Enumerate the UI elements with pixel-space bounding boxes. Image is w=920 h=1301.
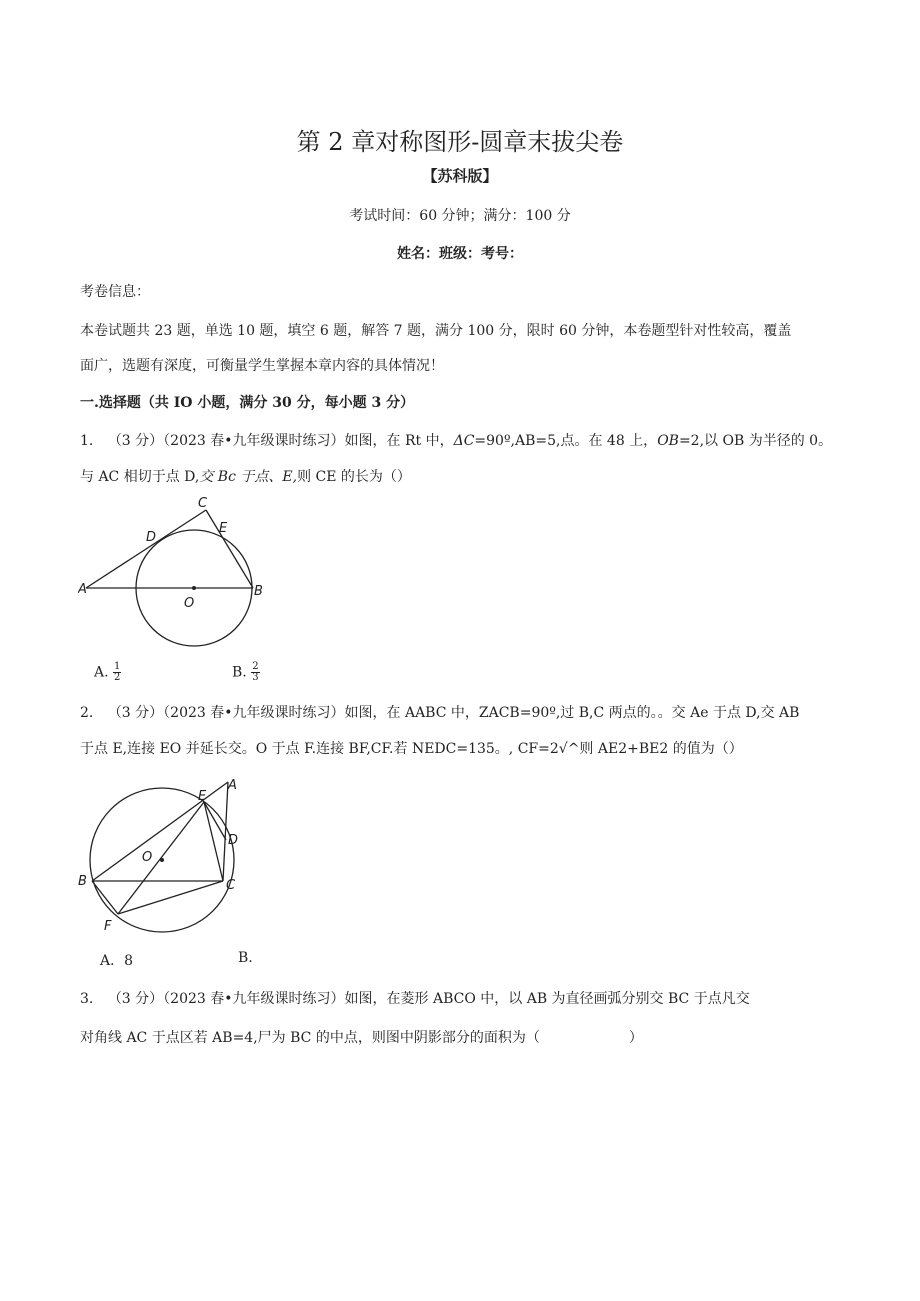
info-line-2: 面广，选题有深度，可衡量学生掌握本章内容的具体情况！ (80, 358, 444, 374)
page-title: 第 2 章对称图形-圆章末拔尖卷 (296, 128, 624, 156)
q2-option-b[interactable]: B. (238, 950, 253, 966)
q1-number: 1. (80, 433, 94, 449)
q1-option-a-fraction (113, 662, 121, 683)
exam-time: 考试时间：60 分钟；满分：100 分 (349, 208, 571, 224)
q1-text-h: 则 CE 的长为（） (297, 469, 411, 485)
edition-label: 【苏科版】 (422, 167, 498, 185)
q1-option-b-label: B. (232, 664, 247, 681)
q3-line-2: 对角线 AC 于点区若 AB=4,尸为 BC 的中点，则图中阴影部分的面积为（ ） (80, 1030, 643, 1046)
info-label: 考卷信息： (80, 284, 150, 300)
q1-option-b-fraction (251, 662, 259, 683)
q2-segment-ef (118, 802, 204, 914)
q2-number: 2. (80, 705, 94, 721)
student-info: 姓名：班级：考号： (397, 246, 523, 262)
q1-option-a[interactable] (94, 662, 121, 683)
q2-segment-fc (118, 881, 223, 914)
q2-segment-ec (204, 802, 223, 881)
q1-label-d: D (146, 530, 157, 545)
q1-text-f: 与 AC 相切于点 D, (80, 469, 200, 485)
info-line-1: 本卷试题共 23 题，单选 10 题，填空 6 题，解答 7 题，满分 100 分，限时 60 分钟，本卷题型针对性较高，覆盖 (80, 323, 792, 339)
q1-option-b-num: 2 (252, 661, 259, 672)
q1-option-a-den: 2 (114, 672, 121, 683)
q2-label-o: O (142, 850, 153, 865)
q2-segment-ac (223, 782, 228, 881)
q1-option-b-den: 3 (252, 672, 259, 683)
q2-line-2: 于点 E,连接 EO 并延长交。O 于点 F.连接 BF,CF.若 NEDC=135。, CF=2√^则 AE2+BE2 的值为（） (80, 741, 743, 757)
q2-segment-bf (92, 881, 118, 914)
q2-text-1: （3 分）（2023 春•九年级课时练习）如图，在 AABC 中，ZACB=90º,过 B,C 两点的。。交 Ae 于点 D,交 AB (107, 705, 800, 721)
q2-segment-ba (92, 782, 228, 881)
q2-line-1 (80, 702, 799, 722)
q1-text-e: =2,以 OB 为半径的 0。 (678, 433, 833, 449)
q1-option-b[interactable] (232, 662, 260, 683)
q1-label-c: C (198, 496, 208, 511)
q1-center-dot (192, 586, 196, 590)
q2-label-b: B (78, 874, 87, 889)
q3-line-1 (80, 988, 750, 1008)
q1-label-a: A (78, 582, 87, 597)
q1-line-2 (80, 466, 411, 486)
q2-option-a[interactable]: A．8 (100, 953, 134, 969)
q1-segment-cb (206, 510, 253, 588)
q1-text-a: （3 分）（2023 春•九年级课时练习）如图，在 Rt 中， (107, 433, 454, 449)
q2-label-e: E (198, 789, 207, 804)
q2-center-dot (160, 858, 164, 862)
q1-text-d: OB (657, 433, 679, 449)
q1-segment-ac (86, 510, 206, 588)
q2-label-a: A (228, 778, 237, 793)
q1-text-g: 交 Bc 于点、E, (199, 469, 298, 485)
q1-text-b: ΔC (453, 433, 475, 449)
q1-text-c: =90º,AB=5,点。在 48 上， (474, 433, 658, 449)
q1-label-b: B (254, 584, 263, 599)
q2-label-c: C (226, 878, 236, 893)
q3-text-1: （3 分）（2023 春•九年级课时练习）如图，在菱形 ABCO 中，以 AB 为直径画弧分别交 BC 于点凡交 (107, 991, 750, 1007)
q1-option-a-label: A. (94, 664, 109, 681)
q3-number: 3. (80, 991, 94, 1007)
q1-label-o: O (184, 596, 195, 611)
q2-label-f: F (104, 919, 112, 934)
q2-figure (78, 772, 258, 942)
section-heading: 一.选择题（共 IO 小题，满分 30 分，每小题 3 分） (80, 395, 415, 411)
q1-label-e: E (219, 521, 228, 536)
q1-figure (78, 492, 278, 652)
q1-line-1 (80, 430, 832, 450)
q2-label-d: D (228, 833, 239, 848)
q1-option-a-num: 1 (114, 661, 121, 672)
